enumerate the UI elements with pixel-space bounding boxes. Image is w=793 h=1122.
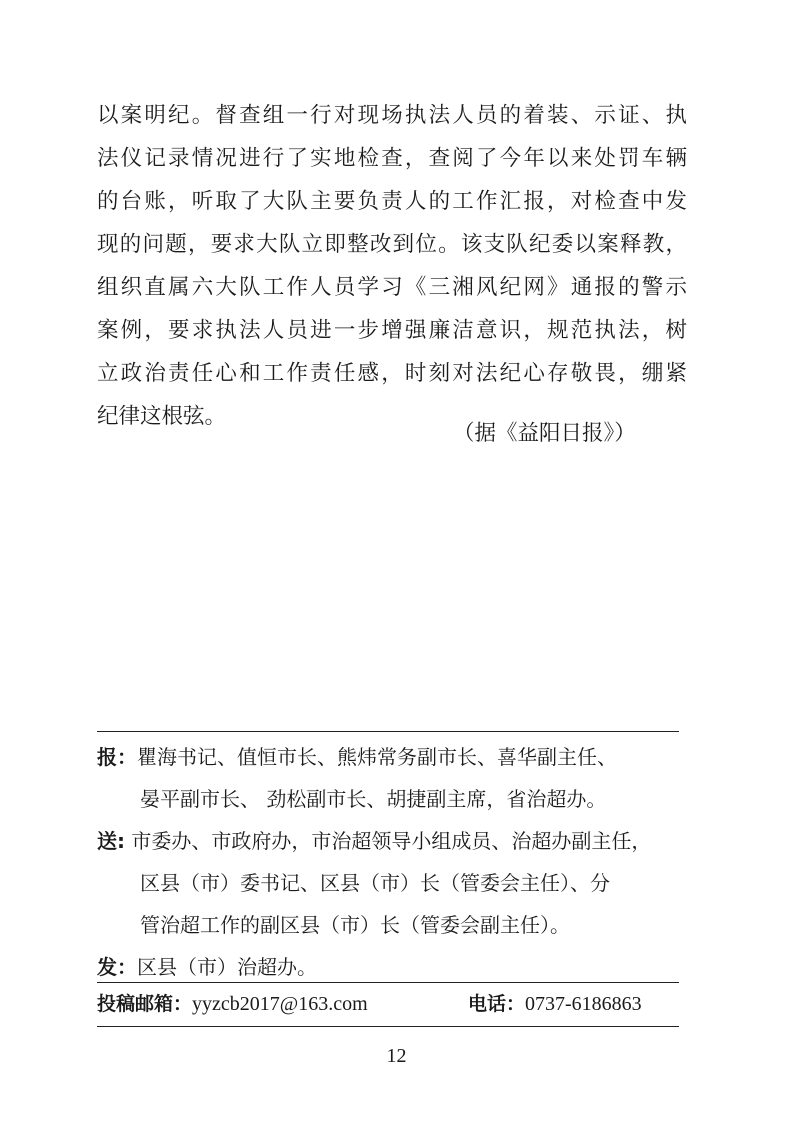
phone-value: 0737-6186863	[525, 993, 642, 1015]
divider-top	[97, 731, 679, 732]
report-recipients-cont: 晏平副市长、 劲松副市长、胡捷副主席，省治超办。	[140, 787, 607, 811]
email-label: 投稿邮箱：	[97, 993, 193, 1015]
phone-contact	[468, 988, 642, 1020]
article-line: 案例，要求执法人员进一步增强廉洁意识，规范执法，树	[97, 318, 687, 343]
send-line-1	[97, 820, 697, 862]
article-line: 法仪记录情况进行了实地检查，查阅了今年以来处罚车辆	[97, 146, 687, 171]
report-line-1	[97, 736, 697, 778]
article-line: 立政治责任心和工作责任感，时刻对法纪心存敬畏，绷紧	[97, 361, 687, 386]
report-label: 报：	[97, 745, 137, 769]
phone-label: 电话：	[468, 993, 526, 1015]
report-line-2	[97, 778, 697, 820]
page-number: 12	[386, 1045, 407, 1067]
email-contact	[97, 988, 368, 1020]
article-line: 现的问题，要求大队立即整改到位。该支队纪委以案释教，	[97, 232, 687, 257]
article-line: 纪律这根弦。	[97, 404, 227, 429]
article-source: （据《益阳日报》）	[453, 421, 636, 446]
send-line-2	[97, 862, 697, 904]
article-line: 组织直属六大队工作人员学习《三湘风纪网》通报的警示	[97, 275, 687, 300]
report-recipients: 瞿海书记、值恒市长、熊炜常务副市长、喜华副主任、	[137, 745, 617, 769]
send-label: 送:	[97, 829, 125, 853]
distribution-list	[97, 736, 697, 988]
send-recipients-cont: 管治超工作的副区县（市）长（管委会副主任）。	[140, 913, 570, 937]
send-recipients: 市委办、市政府办，市治超领导小组成员、治超办副主任，	[131, 829, 652, 853]
divider-bottom	[97, 1026, 679, 1027]
issue-recipients: 区县（市）治超办。	[137, 955, 317, 979]
email-value: yyzcb2017@163.com	[192, 993, 368, 1015]
send-line-3	[97, 904, 697, 946]
divider-middle	[97, 982, 679, 983]
issue-label: 发：	[97, 955, 137, 979]
send-recipients-cont: 区县（市）委书记、区县（市）长（管委会主任）、分	[140, 871, 610, 895]
article-body	[97, 94, 687, 438]
article-line: 以案明纪。督查组一行对现场执法人员的着装、示证、执	[97, 103, 687, 128]
article-line: 的台账，听取了大队主要负责人的工作汇报，对检查中发	[97, 189, 687, 214]
